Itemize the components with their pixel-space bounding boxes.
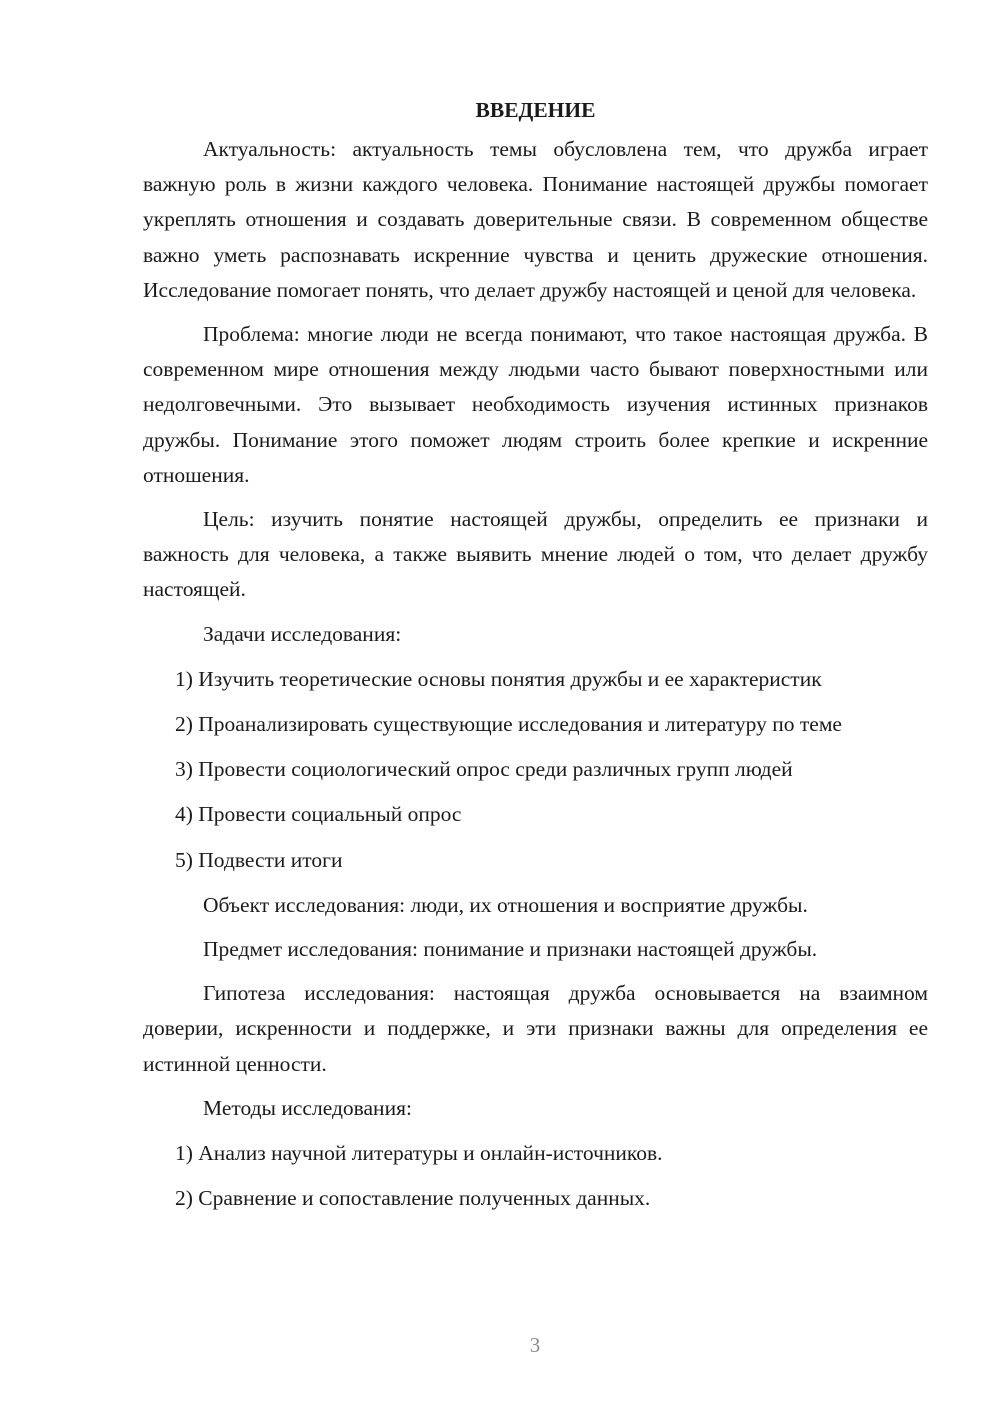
task-item: 4) Провести социальный опрос: [175, 802, 462, 827]
object-paragraph: Объект исследования: люди, их отношения и восприятие дружбы.: [203, 892, 808, 917]
page-number: 3: [529, 1333, 541, 1357]
tasks-title: Задачи исследования:: [203, 621, 402, 646]
method-item: 2) Сравнение и сопоставление полученных данных.: [175, 1186, 651, 1211]
task-item: 1) Изучить теоретические основы понятия дружбы и ее характеристик: [175, 666, 822, 691]
task-item: 5) Подвести итоги: [175, 847, 343, 872]
task-item: 3) Провести социологический опрос среди различных групп людей: [175, 757, 793, 782]
relevance-paragraph: Актуальность: актуальность темы обусловлена тем, что дружба играет важную роль в жизни каждого человека. Понимание настоящей дружбы помогает укреплять отношения и создавать доверительные связи. В современном обществе важно уметь распознавать искренние чувства и ценить дружеские отношения. Исследование помогает понять, что делает дружбу настоящей и ценой для человека.: [143, 137, 928, 302]
hypothesis-paragraph: Гипотеза исследования: настоящая дружба основывается на взаимном доверии, искренности и поддержке, и эти признаки важны для определения ее истинной ценности.: [143, 981, 928, 1076]
task-item: 2) Проанализировать существующие исследования и литературу по теме: [175, 712, 842, 737]
page-content: [143, 95, 928, 1226]
methods-title: Методы исследования:: [203, 1095, 412, 1120]
method-item: 1) Анализ научной литературы и онлайн-источников.: [175, 1141, 663, 1166]
section-heading: ВВЕДЕНИЕ: [475, 98, 596, 122]
problem-paragraph: Проблема: многие люди не всегда понимают, что такое настоящая дружба. В современном мире отношения между людьми часто бывают поверхностными или недолговечными. Это вызывает необходимость изучения истинных признаков дружбы. Понимание этого поможет людям строить более крепкие и искренние отношения.: [143, 322, 928, 487]
subject-paragraph: Предмет исследования: понимание и признаки настоящей дружбы.: [203, 937, 818, 962]
goal-paragraph: Цель: изучить понятие настоящей дружбы, определить ее признаки и важность для человека, а также выявить мнение людей о том, что делает дружбу настоящей.: [143, 507, 928, 602]
